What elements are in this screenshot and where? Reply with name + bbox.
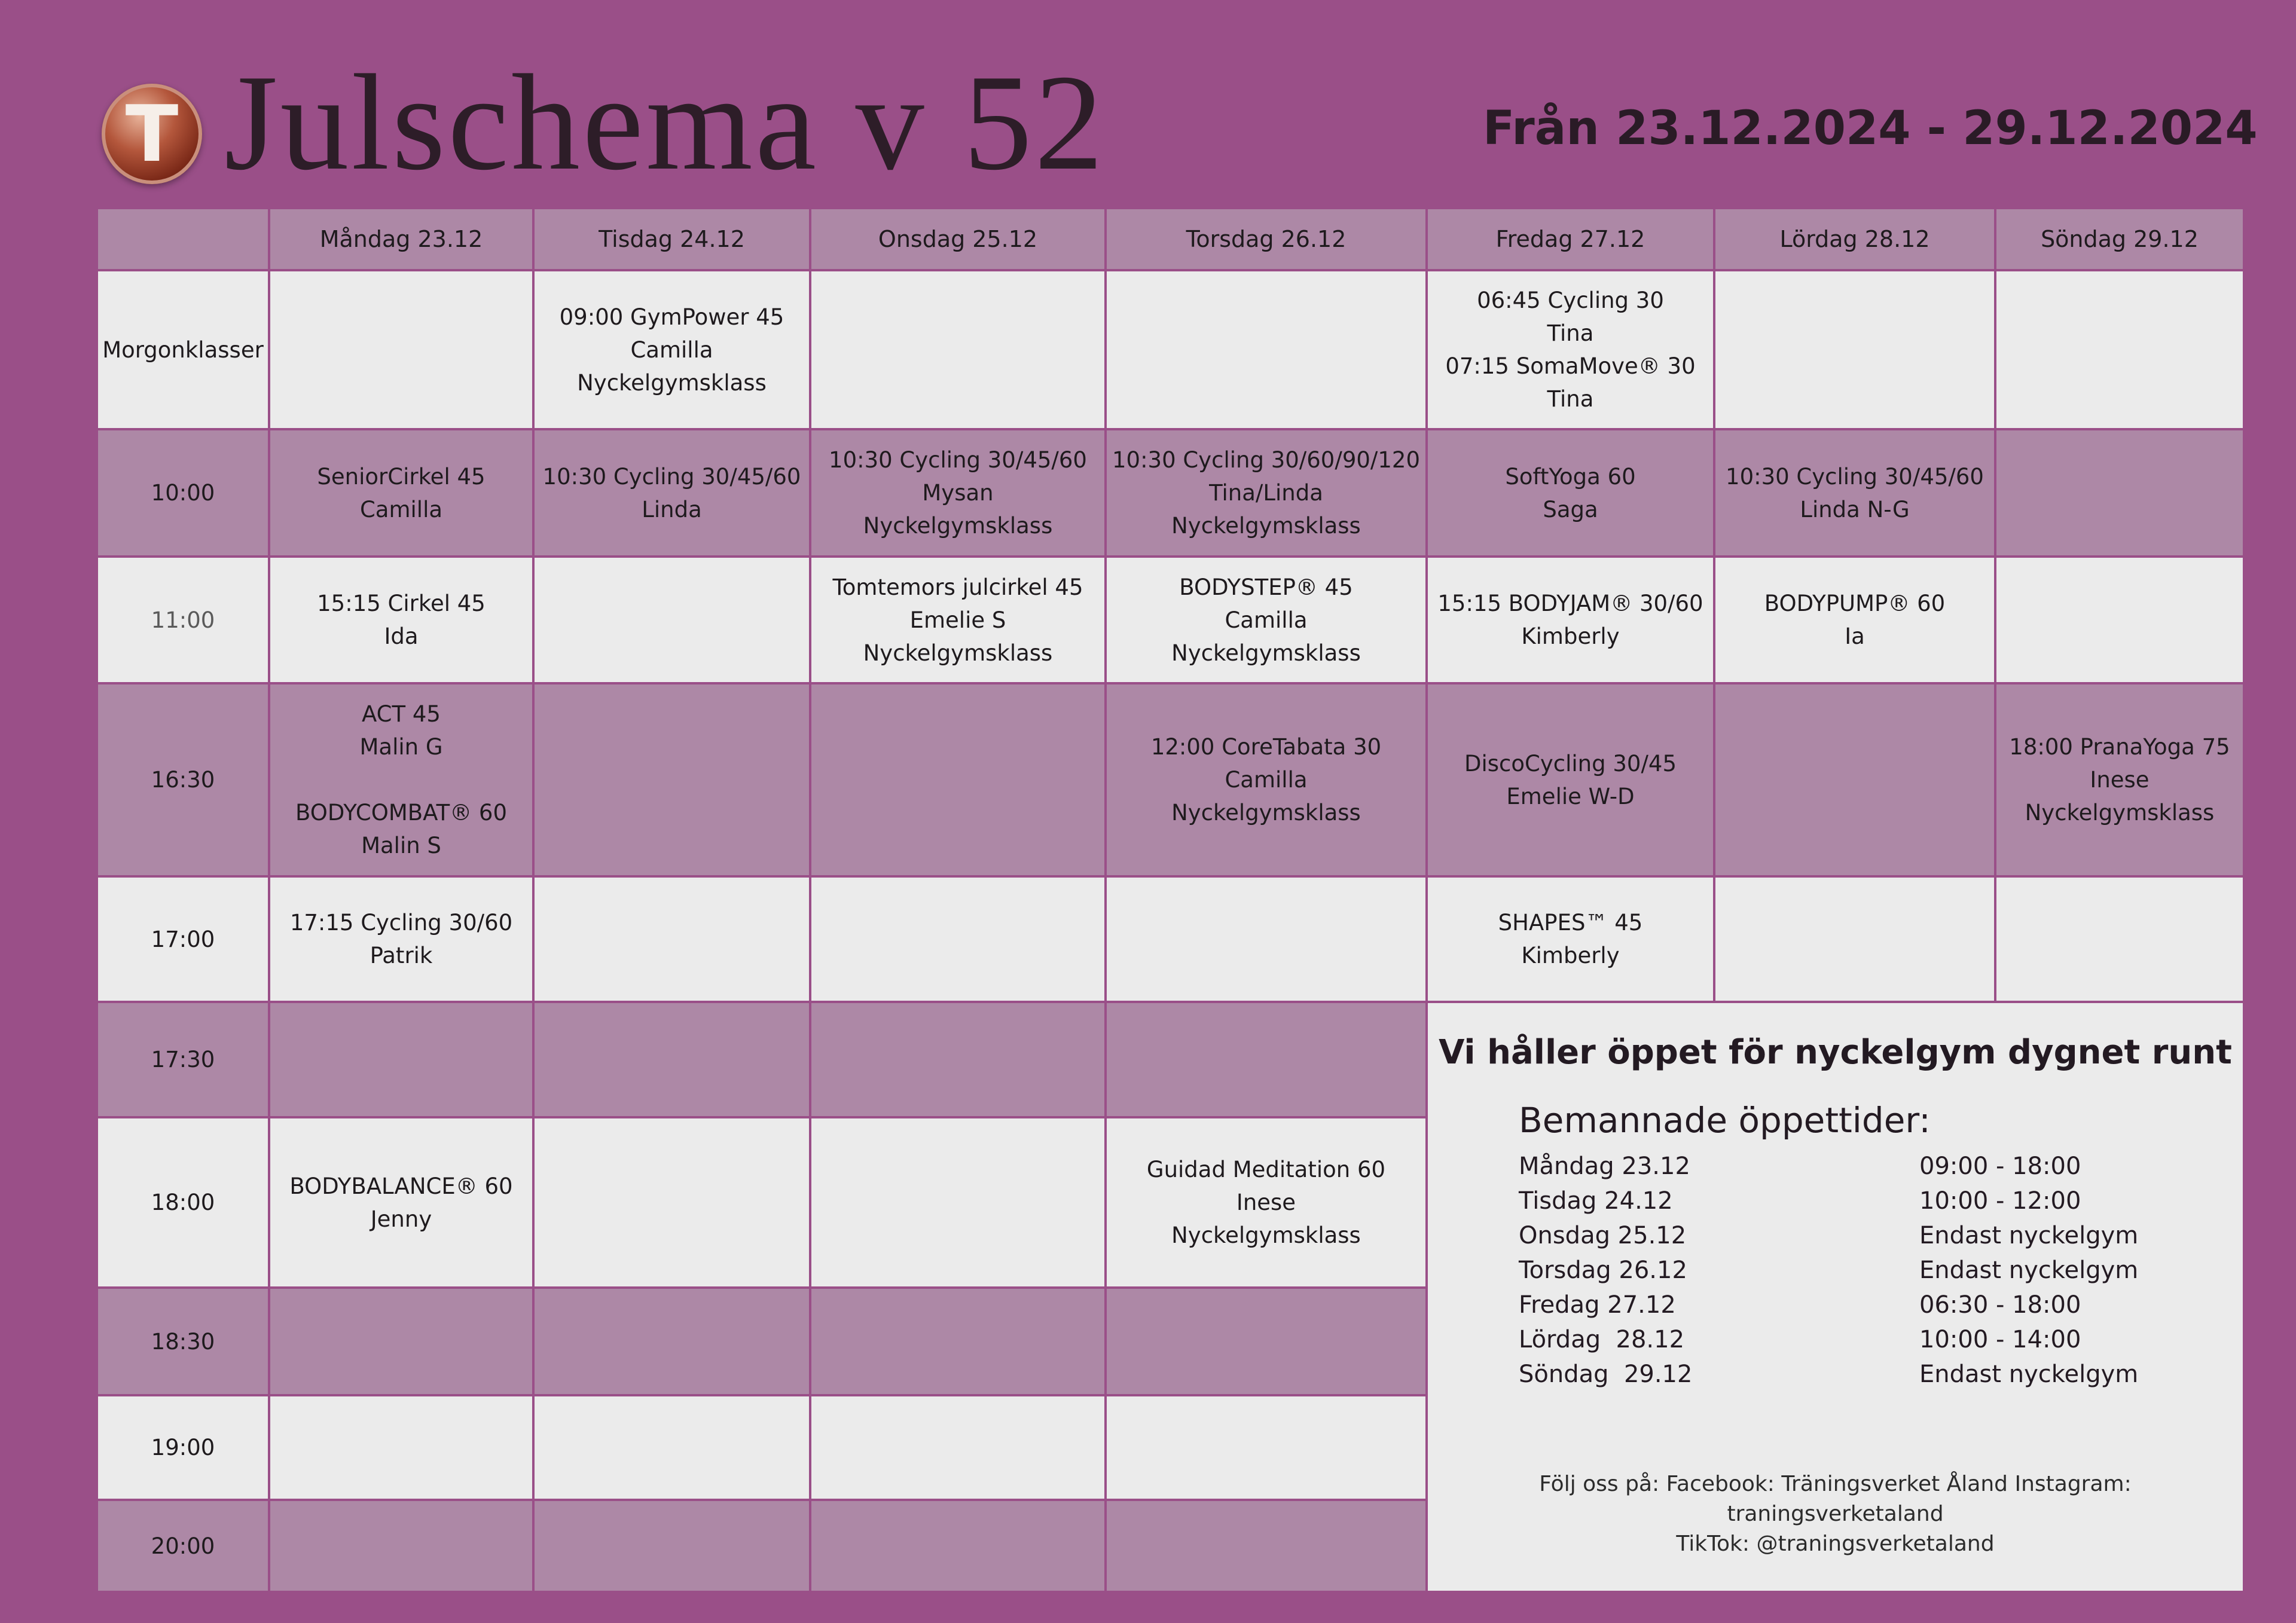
class-cell [810,876,1106,1002]
class-cell [1995,557,2244,683]
class-cell: 10:30 Cycling 30/45/60 Mysan Nyckelgymsklass [810,429,1106,557]
class-cell [810,1288,1106,1395]
class-cell [1714,683,1995,876]
class-cell [533,1117,810,1288]
hours-day: Torsdag 26.12 [1519,1257,1687,1284]
day-header: Fredag 27.12 [1427,208,1714,270]
time-label: 17:30 [97,1002,269,1117]
hours-list [1519,1153,2206,1395]
hours-time: 10:00 - 14:00 [1919,1326,2081,1353]
hours-row [1519,1257,2206,1291]
logo-icon [102,84,202,184]
class-cell [1714,876,1995,1002]
class-cell [1106,270,1427,429]
class-cell [533,557,810,683]
class-cell: SoftYoga 60 Saga [1427,429,1714,557]
class-cell: Tomtemors julcirkel 45 Emelie S Nyckelgymsklass [810,557,1106,683]
logo-letter: T [125,88,179,179]
hours-day: Onsdag 25.12 [1519,1222,1687,1249]
class-cell [533,876,810,1002]
class-cell [269,1288,533,1395]
class-cell [533,1002,810,1117]
table-corner [97,208,269,270]
time-label: 20:00 [97,1500,269,1592]
class-cell [269,1395,533,1500]
date-range: Från 23.12.2024 - 29.12.2024 [1483,102,2258,155]
time-label: 18:00 [97,1117,269,1288]
class-cell [1106,1395,1427,1500]
class-cell: 15:15 Cirkel 45 Ida [269,557,533,683]
class-cell [810,1500,1106,1592]
day-header: Söndag 29.12 [1995,208,2244,270]
hours-row [1519,1153,2206,1187]
page-title: Julschema v 52 [224,46,1106,198]
time-label: 11:00 [97,557,269,683]
class-cell [810,1002,1106,1117]
class-cell: BODYPUMP® 60 Ia [1714,557,1995,683]
hours-time: Endast nyckelgym [1919,1361,2139,1388]
schedule-table [97,208,2244,1592]
time-label: 16:30 [97,683,269,876]
hours-time: 10:00 - 12:00 [1919,1187,2081,1215]
hours-row [1519,1187,2206,1222]
hours-day: Måndag 23.12 [1519,1153,1690,1180]
class-cell [1106,1500,1427,1592]
hours-day: Söndag 29.12 [1519,1361,1693,1388]
class-cell [810,1117,1106,1288]
class-cell: ACT 45 Malin G BODYCOMBAT® 60 Malin S [269,683,533,876]
time-label: Morgonklasser [97,270,269,429]
time-label: 18:30 [97,1288,269,1395]
class-cell [533,683,810,876]
hours-row [1519,1291,2206,1326]
class-cell: 10:30 Cycling 30/45/60 Linda [533,429,810,557]
class-cell: 17:15 Cycling 30/60 Patrik [269,876,533,1002]
class-cell [269,1500,533,1592]
info-subtitle: Bemannade öppettider: [1519,1100,1931,1141]
hours-row [1519,1326,2206,1361]
class-cell: SeniorCirkel 45 Camilla [269,429,533,557]
class-cell [1106,1002,1427,1117]
day-header: Måndag 23.12 [269,208,533,270]
class-cell: Guidad Meditation 60 Inese Nyckelgymsklass [1106,1117,1427,1288]
class-cell: 12:00 CoreTabata 30 Camilla Nyckelgymsklass [1106,683,1427,876]
time-label: 17:00 [97,876,269,1002]
class-cell [1995,429,2244,557]
hours-time: Endast nyckelgym [1919,1222,2139,1249]
day-header: Lördag 28.12 [1714,208,1995,270]
class-cell: BODYSTEP® 45 Camilla Nyckelgymsklass [1106,557,1427,683]
hours-day: Fredag 27.12 [1519,1291,1676,1319]
opening-hours-panel [1427,1002,2244,1592]
class-cell [269,1002,533,1117]
follow-line-2: TikTok: @traningsverketaland [1676,1532,1995,1556]
class-cell: 06:45 Cycling 30 Tina 07:15 SomaMove® 30 Tina [1427,270,1714,429]
class-cell [810,1395,1106,1500]
time-label: 10:00 [97,429,269,557]
hours-day: Tisdag 24.12 [1519,1187,1673,1215]
class-cell: BODYBALANCE® 60 Jenny [269,1117,533,1288]
class-cell [810,270,1106,429]
class-cell: 09:00 GymPower 45 Camilla Nyckelgymsklass [533,270,810,429]
class-cell [533,1500,810,1592]
class-cell [1106,876,1427,1002]
hours-row [1519,1222,2206,1257]
info-title: Vi håller öppet för nyckelgym dygnet runt [1439,1033,2232,1072]
class-cell [1995,876,2244,1002]
hours-time: 09:00 - 18:00 [1919,1153,2081,1180]
hours-day: Lördag 28.12 [1519,1326,1685,1353]
class-cell [533,1288,810,1395]
header [0,0,2296,206]
hours-time: 06:30 - 18:00 [1919,1291,2081,1319]
class-cell: 10:30 Cycling 30/45/60 Linda N-G [1714,429,1995,557]
class-cell: 10:30 Cycling 30/60/90/120 Tina/Linda Nyckelgymsklass [1106,429,1427,557]
class-cell: 18:00 PranaYoga 75 Inese Nyckelgymsklass [1995,683,2244,876]
class-cell [1995,270,2244,429]
hours-time: Endast nyckelgym [1919,1257,2139,1284]
social-follow [1428,1469,2243,1559]
class-cell [1714,270,1995,429]
follow-line-1: Följ oss på: Facebook: Träningsverket Åland Instagram: traningsverketaland [1539,1472,2132,1526]
class-cell: 15:15 BODYJAM® 30/60 Kimberly [1427,557,1714,683]
class-cell [1106,1288,1427,1395]
class-cell [533,1395,810,1500]
class-cell [269,270,533,429]
class-cell: DiscoCycling 30/45 Emelie W-D [1427,683,1714,876]
day-header: Tisdag 24.12 [533,208,810,270]
class-cell [810,683,1106,876]
class-cell: SHAPES™ 45 Kimberly [1427,876,1714,1002]
day-header: Onsdag 25.12 [810,208,1106,270]
hours-row [1519,1361,2206,1395]
day-header: Torsdag 26.12 [1106,208,1427,270]
time-label: 19:00 [97,1395,269,1500]
